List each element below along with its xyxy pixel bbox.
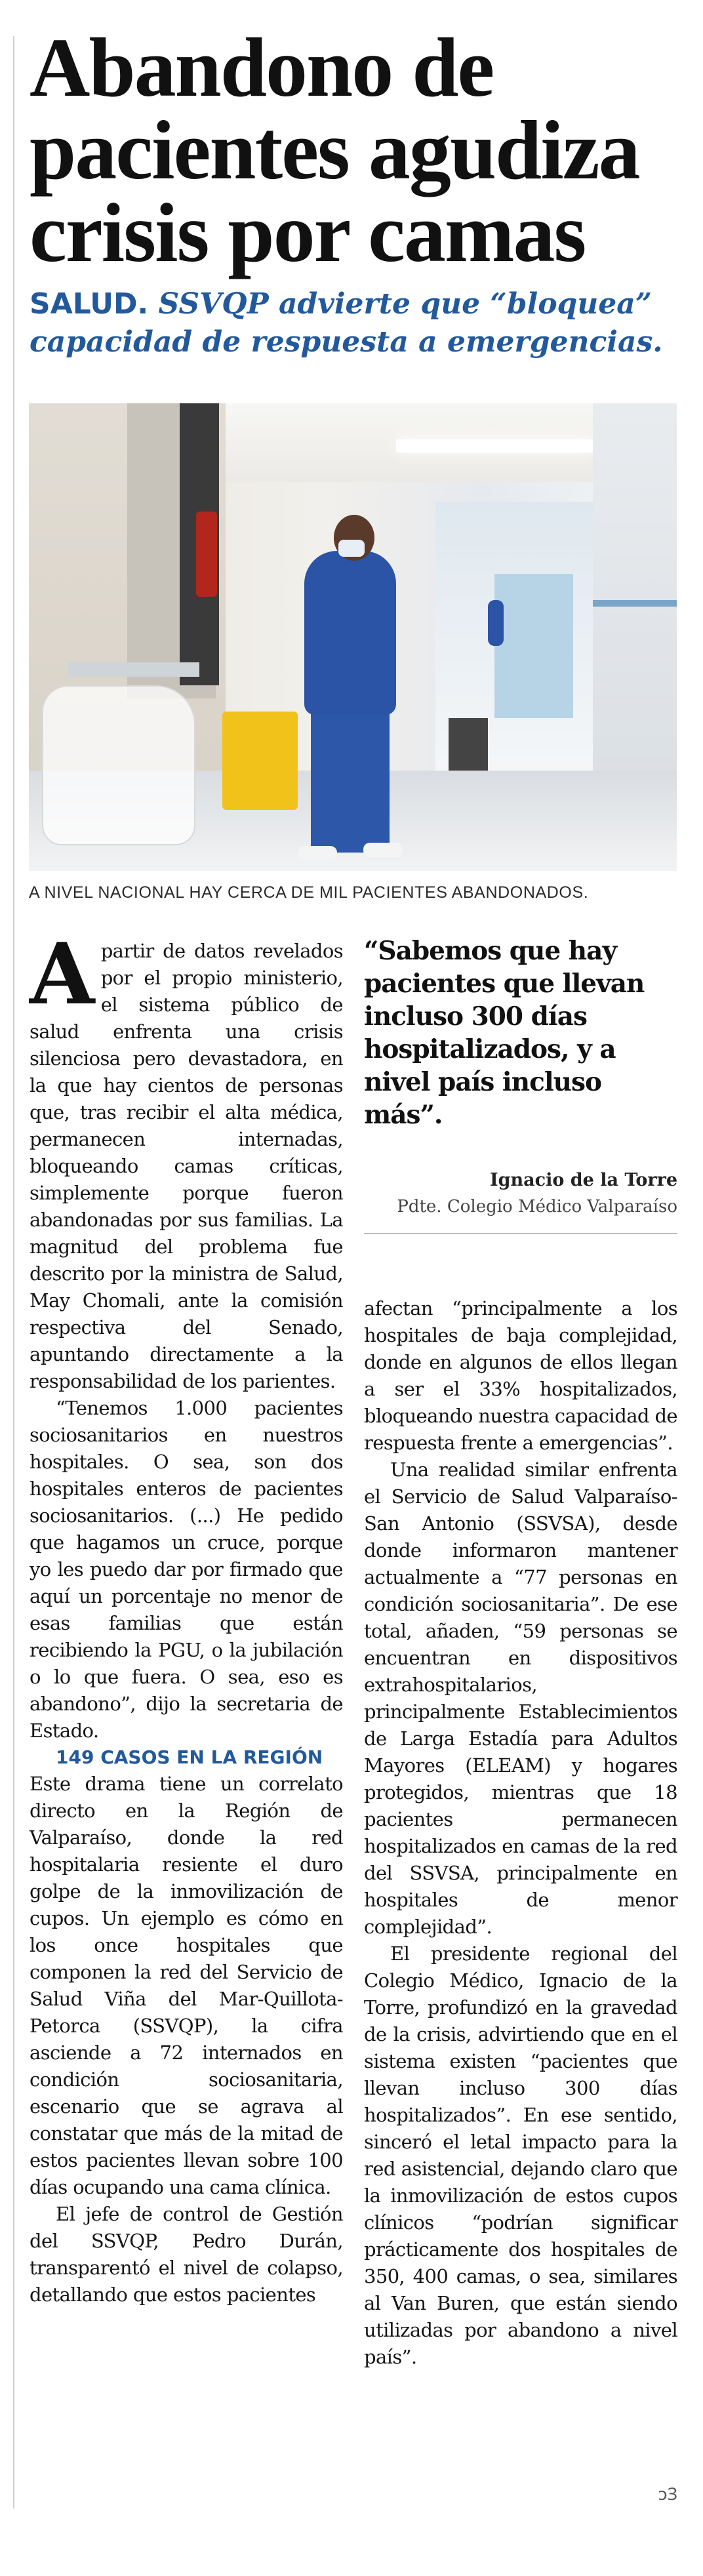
pull-quote-author: Ignacio de la Torre xyxy=(490,1170,677,1190)
body-paragraph-2: “Tenemos 1.000 pacientes sociosanitarios en nuestros hospitales. O sea, son dos hospitales enteros de pacientes sociosanitarios. (...) He pedido que hagamos un cruce, porque yo les puedo dar por firmado que aquí un porcentaje no menor de esas familias que están recibiendo la PGU, o la jubilación o lo que fuera. O sea, eso es abandono”, dijo la secretaria de Estado. xyxy=(30,1397,343,1742)
article-column-left xyxy=(30,925,343,2308)
body-paragraph-3: Este drama tiene un correlato directo en la Región de Valparaíso, donde la red hospitalaria resiente el duro golpe de la inmovilización de cupos. Un ejemplo es cómo en los once hospitales que componen la red del Servicio de Salud Viña del Mar-Quillota-Petorca (SSVQP), la cifra asciende a 72 internados en condición sociosanitaria, escenario que se agrava al constatar que más de la mitad de estos pacientes llevan sobre 100 días ocupando una cama clínica. xyxy=(30,1773,343,2198)
body-paragraph-5: afectan “principalmente a los hospitales de baja complejidad, donde en algunos de ellos llegan a ser el 33% hospitalizados, bloqueando nuestra capacidad de respuesta frente a emergencias”. xyxy=(364,1297,677,1454)
body-paragraph-1-text: partir de datos revelados por el propio ministerio, el sistema público de salud enfrenta una crisis silenciosa pero devastadora, en la que hay cientos de personas que, tras recibir el alta médica, permanecen internadas, bloqueando camas críticas, simplemente porque fueron abandonadas por sus familias. La magnitud del problema fue descrito por la ministra de Salud, May Chomali, ante la comisión respectiva del Senado, apuntando directamente a la responsabilidad de los parientes. xyxy=(30,940,343,1392)
body-paragraph-1 xyxy=(30,925,343,1395)
pull-quote-divider xyxy=(364,1233,677,1234)
subhead-text: SSVQP advierte que “bloquea” capacidad de respuesta a emergencias. xyxy=(30,287,663,359)
body-paragraph-7: El presidente regional del Colegio Médico, Ignacio de la Torre, profundizó en la gravedad de la crisis, advirtiendo que en el sistema existen “pacientes que llevan incluso 300 días hospitalizados”. En ese sentido, sinceró el letal impacto para la red asistencial, dejando claro que la inmovilización de estos cupos clínicos “podrían significar prácticamente dos hospitales de 350, 400 camas, o sea, similares al Van Buren, que están siendo utilizadas por abandono a nivel país”. xyxy=(364,1942,677,2368)
headline: Abandono de pacientes agudiza crisis por camas xyxy=(30,21,639,279)
article-column-right xyxy=(364,1295,677,2371)
subhead xyxy=(30,285,689,361)
pull-quote: “Sabemos que hay pacientes que llevan incluso 300 días hospitalizados, y a nivel país incluso más”. xyxy=(364,936,645,1130)
pull-quote-role: Pdte. Colegio Médico Valparaíso xyxy=(397,1197,677,1217)
drop-cap: A xyxy=(30,925,94,1024)
photo-caption: A NIVEL NACIONAL HAY CERCA DE MIL PACIENTES ABANDONADOS. xyxy=(29,883,589,902)
end-of-article-mark: ↄꞫ xyxy=(658,2485,677,2505)
body-paragraph-6: Una realidad similar enfrenta el Servicio de Salud Valparaíso-San Antonio (SSVSA), desde donde informaron mantener actualmente a “77 personas en condición sociosanitaria”. De ese total, añaden, “59 personas se encuentran en dispositivos extrahospitalarios, principalmente Establecimientos de Larga Estadía para Adultos Mayores (ELEAM) y hogares protegidos, mientras que 18 pacientes permanecen hospitalizados en camas de la red del SSVSA, principalmente en hospitales de menor complejidad”. xyxy=(364,1459,677,1938)
section-kicker: SALUD. xyxy=(30,287,149,321)
page-edge-rule xyxy=(13,36,14,2508)
body-paragraph-4: El jefe de control de Gestión del SSVQP, Pedro Durán, transparentó el nivel de colapso, detallando que estos pacientes xyxy=(30,2203,343,2306)
hospital-corridor-photo xyxy=(29,403,677,871)
section-heading: 149 CASOS EN LA REGIÓN xyxy=(56,1746,323,1768)
